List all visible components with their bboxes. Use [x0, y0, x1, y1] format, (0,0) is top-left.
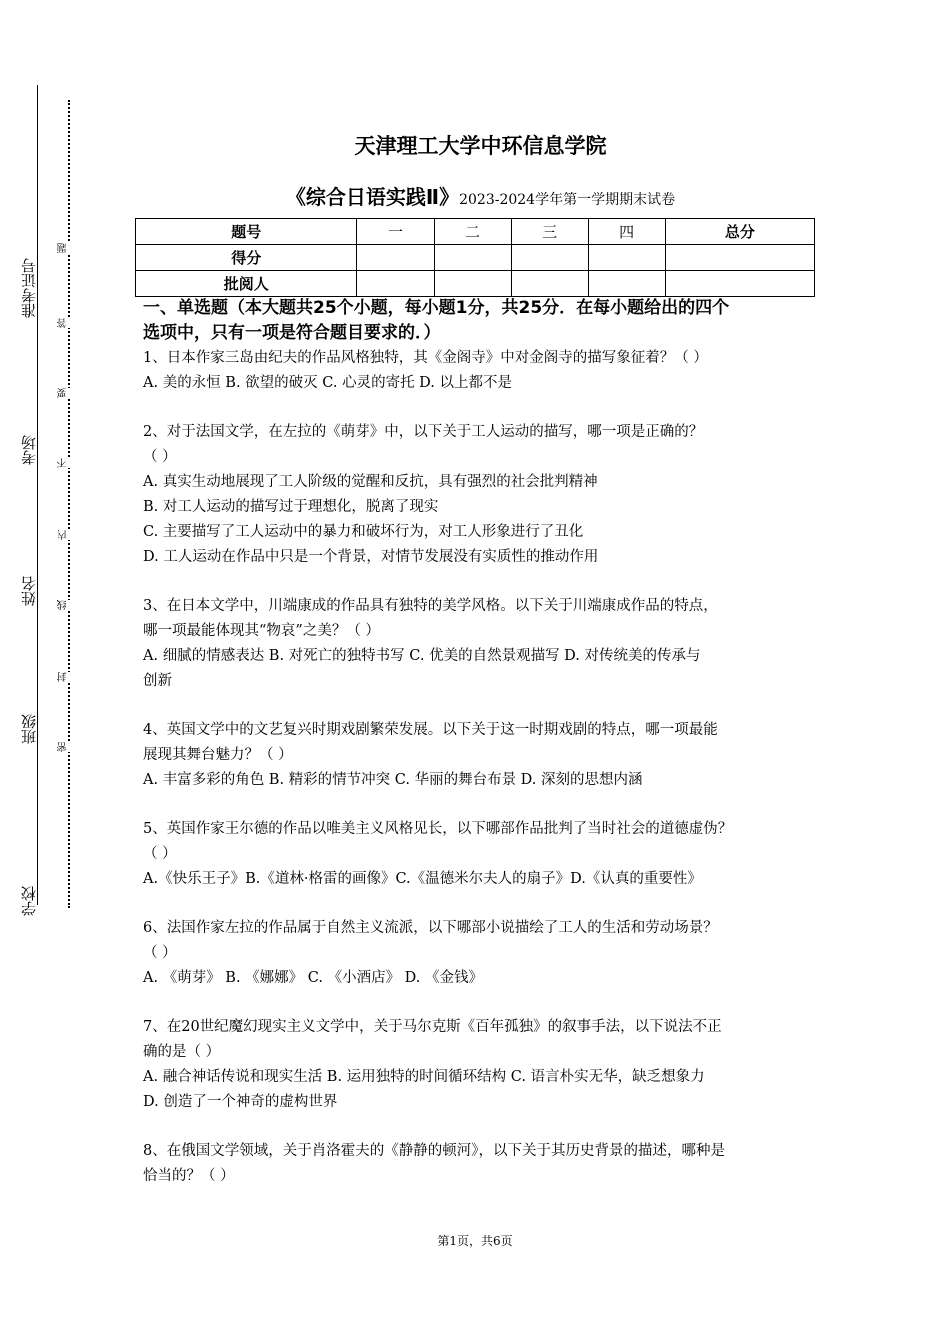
row-label: 批阅人 — [136, 271, 357, 297]
col-header: 总分 — [665, 219, 814, 245]
col-header: 题号 — [136, 219, 357, 245]
question-line: 5、英国作家王尔德的作品以唯美主义风格见长，以下哪部作品批判了当时社会的道德虚伪？ — [143, 821, 733, 837]
question-line: （ ） — [143, 449, 177, 465]
exam-room-label: 考场 — [20, 435, 38, 465]
section-heading-line: 选项中，只有一项是符合题目要求的．） — [143, 323, 441, 343]
reviewer-cell — [588, 271, 665, 297]
school-label: 学校 — [20, 886, 38, 916]
question-6 — [143, 916, 818, 991]
seal-char: 密 — [58, 742, 78, 752]
seal-char: 内 — [58, 530, 78, 540]
question-list — [143, 346, 818, 1213]
section-heading — [143, 296, 818, 346]
question-line: 8、在俄国文学领域，关于肖洛霍夫的《静静的顿河》，以下关于其历史背景的描述，哪种是 — [143, 1143, 725, 1159]
seal-char: 答 — [58, 318, 78, 328]
question-1 — [143, 346, 818, 396]
question-5 — [143, 817, 818, 892]
exam-subtitle — [143, 181, 818, 210]
col-header: 三 — [511, 219, 588, 245]
question-line: 3、在日本文学中，川端康成的作品具有独特的美学风格。以下关于川端康成作品的特点， — [143, 598, 718, 614]
question-line: D. 创造了一个神奇的虚构世界 — [143, 1094, 338, 1110]
question-line: 创新 — [143, 673, 172, 689]
term-info: 2023-2024学年第一学期期末试卷 — [459, 192, 676, 208]
question-line: （ ） — [143, 945, 177, 961]
score-cell — [665, 245, 814, 271]
question-line: 哪一项最能体现其“物哀”之美？（ ） — [143, 623, 380, 639]
row-label: 得分 — [136, 245, 357, 271]
fill-in-line — [37, 85, 38, 905]
question-line: 7、在20世纪魔幻现实主义文学中，关于马尔克斯《百年孤独》的叙事手法，以下说法不正 — [143, 1019, 722, 1035]
score-table-header-row — [136, 219, 815, 245]
question-line: A. 细腻的情感表达 B. 对死亡的独特书写 C. 优美的自然景观描写 D. 对传统美的传承与 — [143, 648, 701, 664]
reviewer-cell — [511, 271, 588, 297]
question-line: B. 对工人运动的描写过于理想化，脱离了现实 — [143, 499, 439, 515]
col-header: 四 — [588, 219, 665, 245]
score-row — [136, 245, 815, 271]
question-7 — [143, 1015, 818, 1115]
section-heading-line: 一、单选题（本大题共25个小题，每小题1分，共25分．在每小题给出的四个 — [143, 298, 730, 318]
question-line: A. 美的永恒 B. 欲望的破灭 C. 心灵的寄托 D. 以上都不是 — [143, 375, 513, 391]
question-line: 恰当的？（ ） — [143, 1168, 235, 1184]
reviewer-cell — [357, 271, 434, 297]
page-footer: 第1页，共6页 — [437, 1234, 513, 1248]
exam-number-label: 准考证号 — [20, 258, 38, 318]
question-3 — [143, 594, 818, 694]
course-name: 《综合日语实践Ⅱ》 — [285, 185, 460, 209]
question-line: D. 工人运动在作品中只是一个背景，对情节发展没有实质性的推动作用 — [143, 549, 599, 565]
score-cell — [434, 245, 511, 271]
col-header: 二 — [434, 219, 511, 245]
score-cell — [511, 245, 588, 271]
question-line: 1、日本作家三岛由纪夫的作品风格独特，其《金阁寺》中对金阁寺的描写象征着？（ ） — [143, 350, 708, 366]
question-2 — [143, 420, 818, 570]
score-table — [135, 218, 815, 297]
seal-char: 要 — [58, 388, 78, 398]
seal-dotted-line — [68, 100, 70, 908]
question-line: 展现其舞台魅力？（ ） — [143, 747, 293, 763]
question-line: 2、对于法国文学，在左拉的《萌芽》中，以下关于工人运动的描写，哪一项是正确的？ — [143, 424, 704, 440]
question-line: 4、英国文学中的文艺复兴时期戏剧繁荣发展。以下关于这一时期戏剧的特点，哪一项最能 — [143, 722, 718, 738]
reviewer-cell — [665, 271, 814, 297]
question-line: A.《快乐王子》B.《道林·格雷的画像》C.《温德米尔夫人的扇子》D.《认真的重要性》 — [143, 871, 702, 887]
reviewer-cell — [434, 271, 511, 297]
binding-margin — [0, 0, 110, 1344]
class-label: 班级 — [20, 714, 38, 744]
question-line: A. 融合神话传说和现实生活 B. 运用独特的时间循环结构 C. 语言朴实无华，缺乏想象力 — [143, 1069, 705, 1085]
score-cell — [588, 245, 665, 271]
name-label: 姓名 — [20, 576, 38, 606]
question-line: （ ） — [143, 846, 177, 862]
seal-char: 题 — [58, 243, 78, 253]
question-line: 6、法国作家左拉的作品属于自然主义流派，以下哪部小说描绘了工人的生活和劳动场景？ — [143, 920, 718, 936]
seal-char: 不 — [58, 458, 78, 468]
question-line: A. 《萌芽》 B. 《娜娜》 C. 《小酒店》 D. 《金钱》 — [143, 970, 484, 986]
question-line: A. 丰富多彩的角色 B. 精彩的情节冲突 C. 华丽的舞台布景 D. 深刻的思想内涵 — [143, 772, 643, 788]
seal-char: 线 — [58, 600, 78, 610]
question-line: A. 真实生动地展现了工人阶级的觉醒和反抗，具有强烈的社会批判精神 — [143, 474, 598, 490]
question-line: C. 主要描写了工人运动中的暴力和破坏行为，对工人形象进行了丑化 — [143, 524, 584, 540]
col-header: 一 — [357, 219, 434, 245]
question-4 — [143, 718, 818, 793]
school-title: 天津理工大学中环信息学院 — [354, 134, 607, 158]
seal-char: 封 — [58, 672, 78, 682]
question-8 — [143, 1139, 818, 1189]
reviewer-row — [136, 271, 815, 297]
score-cell — [357, 245, 434, 271]
question-line: 确的是（ ） — [143, 1044, 221, 1060]
